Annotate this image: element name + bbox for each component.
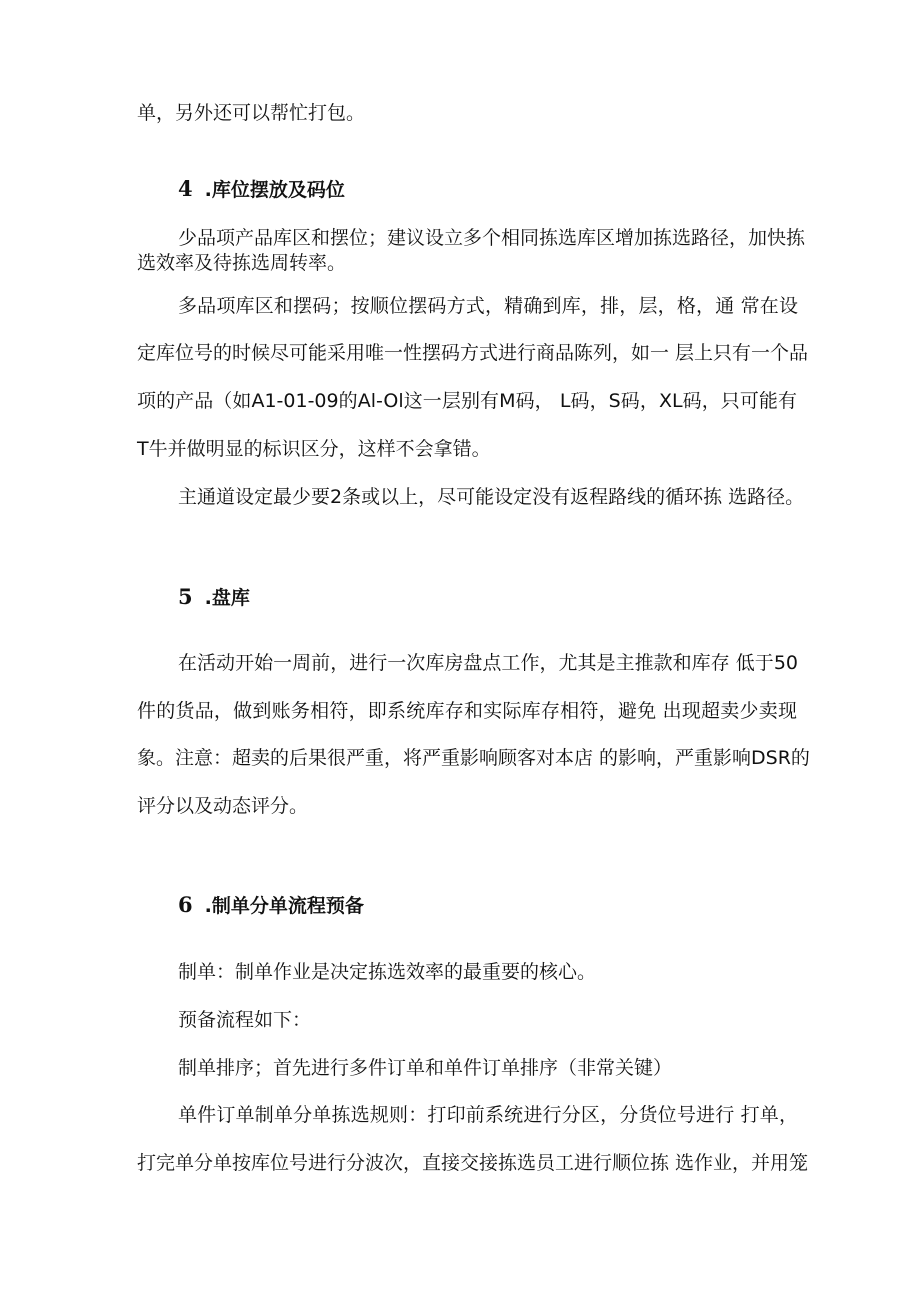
section-number: 6 (178, 892, 193, 917)
section-heading-4 (178, 176, 345, 203)
paragraph-line: 多品项库区和摆码；按顺位摆码方式，精确到库，排，层，格，通 常在设 (178, 295, 798, 317)
paragraph-line: 少品项产品库区和摆位；建议设立多个相同拣选库区增加拣选路径，加快拣 (178, 227, 806, 249)
paragraph-line: 象。注意：超卖的后果很严重，将严重影响顾客对本店 的影响，严重影响DSR的 (137, 747, 810, 769)
paragraph-line: 件的货品，做到账务相符，即系统库存和实际库存相符，避免 出现超卖少卖现 (137, 700, 797, 722)
paragraph-line: 制单排序；首先进行多件订单和单件订单排序（非常关键） (178, 1057, 673, 1079)
paragraph-line: 单件订单制单分单拣选规则：打印前系统进行分区，分货位号进行 打单， (178, 1104, 798, 1126)
section-number: 5 (178, 584, 193, 609)
paragraph-line: 主通道设定最少要2条或以上，尽可能设定没有返程路线的循环拣 选路径。 (178, 486, 805, 508)
paragraph-line: 单，另外还可以帮忙打包。 (137, 102, 366, 124)
section-heading-6 (178, 892, 364, 919)
paragraph-line: 选效率及待拣选周转率。 (137, 252, 347, 274)
paragraph-line: 项的产品（如A1-01-09的Al-Ol这一层别有M码， L码，S码，XL码，只可能有 (137, 390, 797, 412)
paragraph-line: T牛并做明显的标识区分，这样不会拿错。 (137, 438, 491, 460)
paragraph-line: 制单：制单作业是决定拣选效率的最重要的核心。 (178, 961, 597, 983)
paragraph-line: 打完单分单按库位号进行分波次，直接交接拣选员工进行顺位拣 选作业，并用笼 (137, 1152, 809, 1174)
paragraph-line: 预备流程如下： (178, 1009, 312, 1031)
paragraph-line: 评分以及动态评分。 (137, 795, 309, 817)
paragraph-line: 定库位号的时候尽可能采用唯一性摆码方式进行商品陈列，如一 层上只有一个品 (137, 342, 809, 364)
paragraph-line: 在活动开始一周前，进行一次库房盘点工作，尤其是主推款和库存 低于50 (178, 652, 798, 674)
section-heading-5 (178, 584, 250, 611)
section-title: .库位摆放及码位 (204, 179, 345, 201)
section-title: .盘库 (204, 587, 250, 609)
section-title: .制单分单流程预备 (204, 895, 364, 917)
section-number: 4 (178, 176, 193, 201)
